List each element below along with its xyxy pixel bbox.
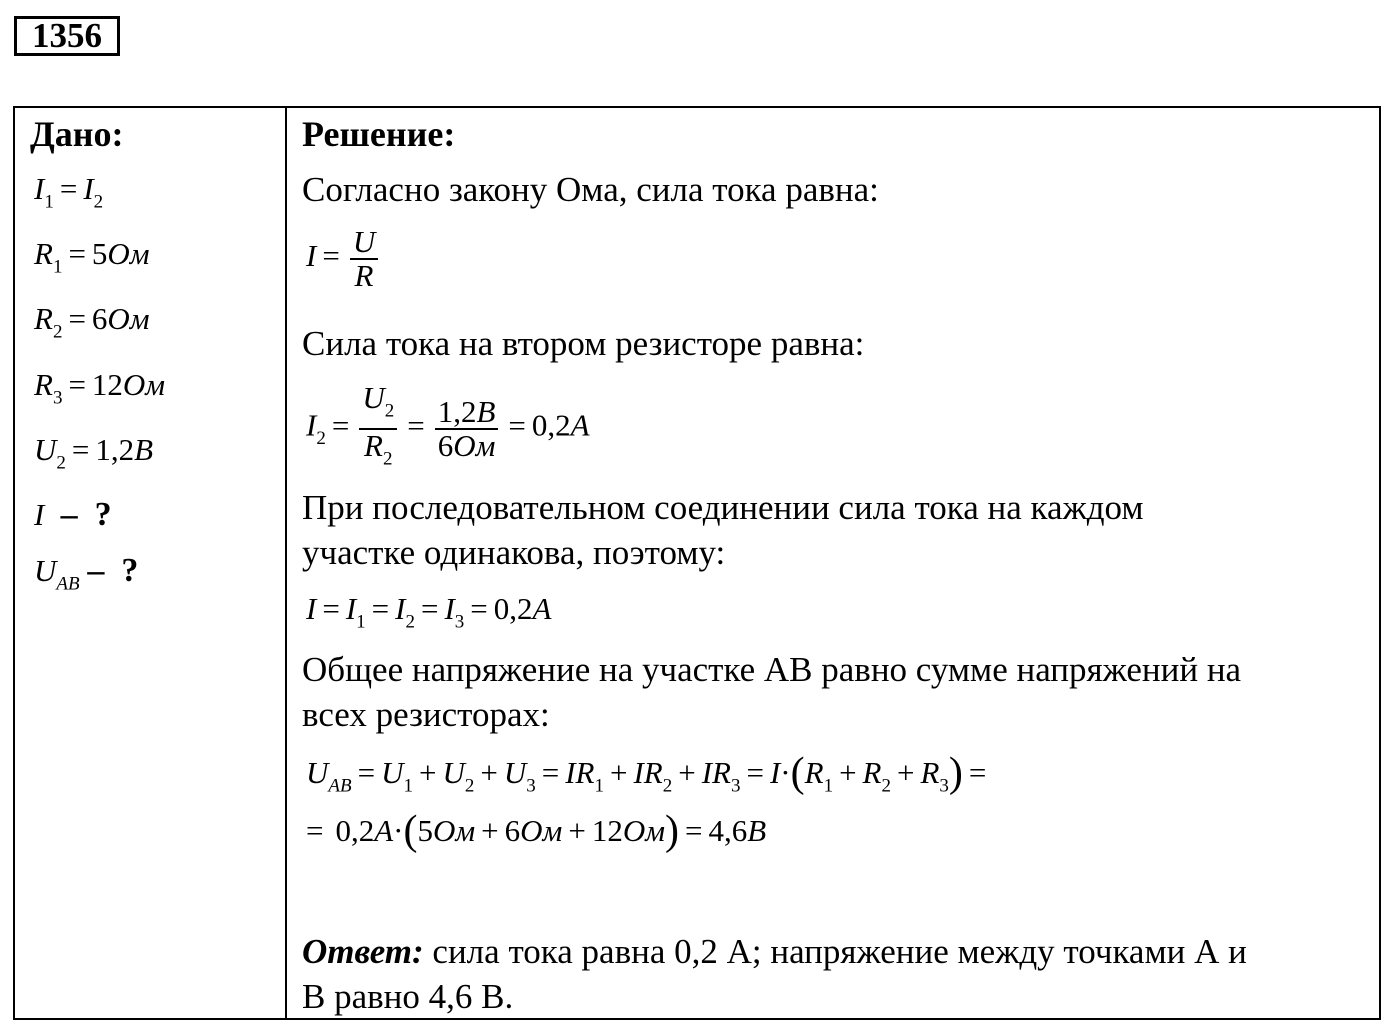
given-r2: $R_2 = 6Ом$	[34, 301, 150, 343]
answer-text-line1: сила тока равна 0,2 А; напряжение между точками А и	[423, 932, 1247, 971]
given-find-current: I – ?	[34, 496, 112, 533]
formula-total-voltage-line2: = 0,2А·(5Ом + 6Ом + 12Ом) = 4,6В	[306, 808, 767, 854]
answer-line2: В равно 4,6 В.	[302, 977, 514, 1016]
formula-total-voltage-line1: $U_{AB} = U_1 + U_2 + U_3 = IR_1 + IR_2 + IR_3 = I\cdot(R_1 + R_2 + R_3)$ =	[306, 750, 987, 797]
column-divider	[285, 106, 287, 1020]
given-r3: $R_3 = 12Ом$	[34, 367, 166, 409]
problem-number: 1356	[14, 16, 120, 56]
answer-line1	[302, 930, 1247, 974]
solution-text-series-line1: При последовательном соединении сила тока на каждом	[302, 488, 1144, 527]
given-heading: Дано:	[30, 114, 124, 154]
solution-heading: Решение:	[302, 114, 456, 154]
given-u2: $U_2 = 1,2В$	[34, 432, 154, 474]
answer-label: Ответ:	[302, 932, 424, 971]
solution-text-series-line2: участке одинакова, поэтому:	[302, 533, 726, 572]
given-find-voltage: $U_{AB}$ – ?	[34, 552, 139, 595]
solution-text-total-voltage-line2: всех резисторах:	[302, 695, 550, 734]
formula-current-i2: $I_2$ = $\frac{U_2}{R_2}$ = $\frac{1,2В}{6Ом}$ = 0,2А	[306, 380, 590, 470]
given-r1: $R_1 = 5Ом$	[34, 236, 150, 278]
given-equal-currents: $I_1 = I_2$	[34, 171, 104, 213]
solution-text-ohm: Согласно закону Ома, сила тока равна:	[302, 170, 879, 209]
formula-ohm-law: I = $\frac{U}{R}$	[306, 226, 382, 292]
formula-series-current: $I = I_1 = I_2 = I_3 = 0,2А$	[306, 591, 552, 633]
solution-text-total-voltage-line1: Общее напряжение на участке АВ равно сумме напряжений на	[302, 650, 1242, 689]
solution-text-second-resistor: Сила тока на втором резисторе равна:	[302, 324, 865, 363]
